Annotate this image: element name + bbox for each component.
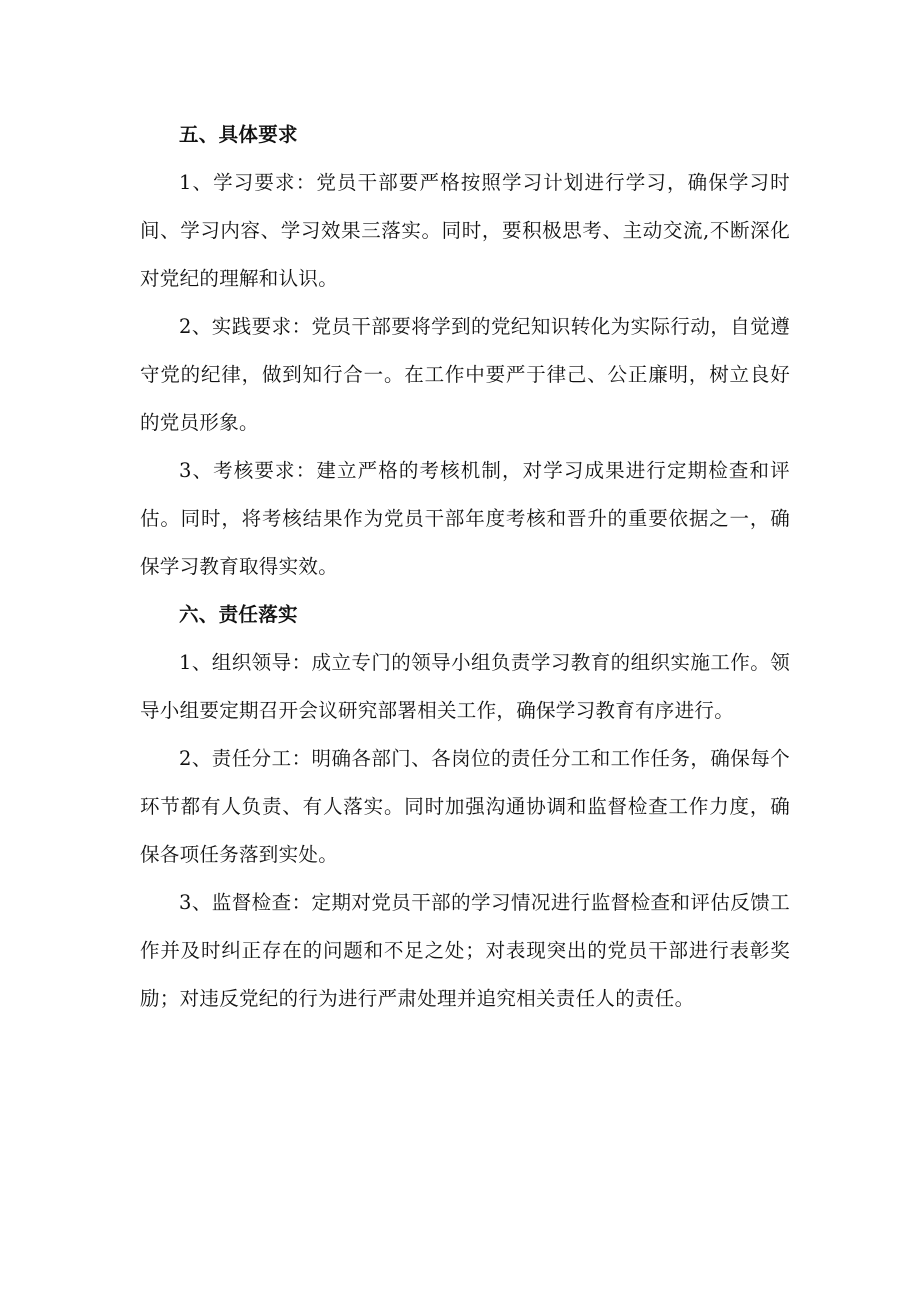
paragraph-supervision-inspection: 3、监督检查：定期对党员干部的学习情况进行监督检查和评估反馈工作并及时纠正存在的问题和不足之处；对表现突出的党员干部进行表彰奖励；对违反党纪的行为进行严肃处理并追究相关责任人的责任。 bbox=[140, 891, 790, 1010]
document-body bbox=[140, 111, 790, 1023]
section-heading-responsibility: 六、责任落实 bbox=[179, 603, 298, 626]
paragraph-organizational-leadership: 1、组织领导：成立专门的领导小组负责学习教育的组织实施工作。领导小组要定期召开会议研究部署相关工作，确保学习教育有序进行。 bbox=[140, 651, 790, 722]
section-heading-requirements: 五、具体要求 bbox=[179, 123, 298, 146]
paragraph-assessment-requirement: 3、考核要求：建立严格的考核机制，对学习成果进行定期检查和评估。同时，将考核结果作为党员干部年度考核和晋升的重要依据之一，确保学习教育取得实效。 bbox=[140, 459, 790, 578]
paragraph-responsibility-division: 2、责任分工：明确各部门、各岗位的责任分工和工作任务，确保每个环节都有人负责、有人落实。同时加强沟通协调和监督检查工作力度，确保各项任务落到实处。 bbox=[140, 747, 790, 866]
paragraph-study-requirement: 1、学习要求：党员干部要严格按照学习计划进行学习，确保学习时间、学习内容、学习效果三落实。同时，要积极思考、主动交流,不断深化对党纪的理解和认识。 bbox=[140, 171, 790, 290]
paragraph-practice-requirement: 2、实践要求：党员干部要将学到的党纪知识转化为实际行动，自觉遵守党的纪律，做到知行合一。在工作中要严于律己、公正廉明，树立良好的党员形象。 bbox=[140, 315, 790, 434]
